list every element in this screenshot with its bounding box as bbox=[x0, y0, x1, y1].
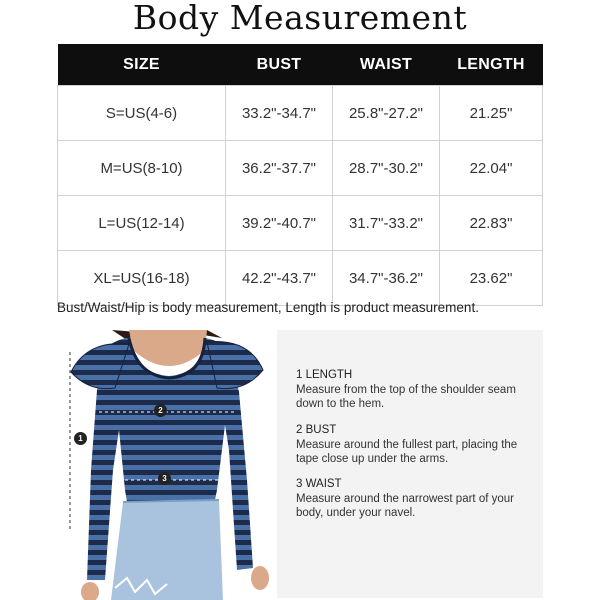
marker-length: 1 bbox=[74, 432, 87, 445]
instruction-text: Measure around the narrowest part of your body, under your navel. bbox=[296, 492, 514, 519]
cell-length: 23.62" bbox=[440, 251, 543, 306]
model-photo bbox=[57, 330, 277, 600]
table-row bbox=[58, 86, 543, 141]
table-header-row bbox=[58, 44, 543, 86]
header-length: LENGTH bbox=[440, 44, 543, 86]
instruction-bust bbox=[296, 423, 536, 467]
cell-size: L=US(12-14) bbox=[58, 196, 226, 251]
table-row bbox=[58, 141, 543, 196]
right-ruffle bbox=[207, 342, 263, 389]
cell-waist: 31.7"-33.2" bbox=[333, 196, 440, 251]
table-row bbox=[58, 196, 543, 251]
instruction-waist bbox=[296, 477, 536, 521]
instruction-length bbox=[296, 368, 536, 412]
table-row bbox=[58, 251, 543, 306]
page-title: Body Measurement bbox=[132, 0, 468, 37]
header-waist: WAIST bbox=[333, 44, 440, 86]
instruction-text: Measure from the top of the shoulder seam down to the hem. bbox=[296, 383, 516, 410]
striped-top-illustration bbox=[57, 330, 277, 600]
header-bust: BUST bbox=[226, 44, 333, 86]
cell-length: 22.83" bbox=[440, 196, 543, 251]
cell-waist: 25.8"-27.2" bbox=[333, 86, 440, 141]
marker-bust: 2 bbox=[154, 404, 167, 417]
instruction-head: 3 WAIST bbox=[296, 478, 342, 490]
cell-size: M=US(8-10) bbox=[58, 141, 226, 196]
instructions-panel bbox=[277, 330, 543, 598]
cell-waist: 34.7"-36.2" bbox=[333, 251, 440, 306]
instruction-text: Measure around the fullest part, placing the tape close up under the arms. bbox=[296, 438, 518, 465]
measurement-note: Bust/Waist/Hip is body measurement, Length is product measurement. bbox=[57, 300, 479, 315]
cell-bust: 39.2"-40.7" bbox=[226, 196, 333, 251]
cell-length: 21.25" bbox=[440, 86, 543, 141]
instruction-head: 1 LENGTH bbox=[296, 369, 353, 381]
cell-bust: 42.2"-43.7" bbox=[226, 251, 333, 306]
cell-size: XL=US(16-18) bbox=[58, 251, 226, 306]
header-size: SIZE bbox=[58, 44, 226, 86]
cell-waist: 28.7"-30.2" bbox=[333, 141, 440, 196]
marker-waist: 3 bbox=[158, 472, 171, 485]
size-chart-table bbox=[57, 44, 543, 306]
instruction-head: 2 BUST bbox=[296, 424, 337, 436]
cell-size: S=US(4-6) bbox=[58, 86, 226, 141]
cell-bust: 33.2"-34.7" bbox=[226, 86, 333, 141]
neck-skin bbox=[129, 330, 207, 366]
cell-bust: 36.2"-37.7" bbox=[226, 141, 333, 196]
cell-length: 22.04" bbox=[440, 141, 543, 196]
